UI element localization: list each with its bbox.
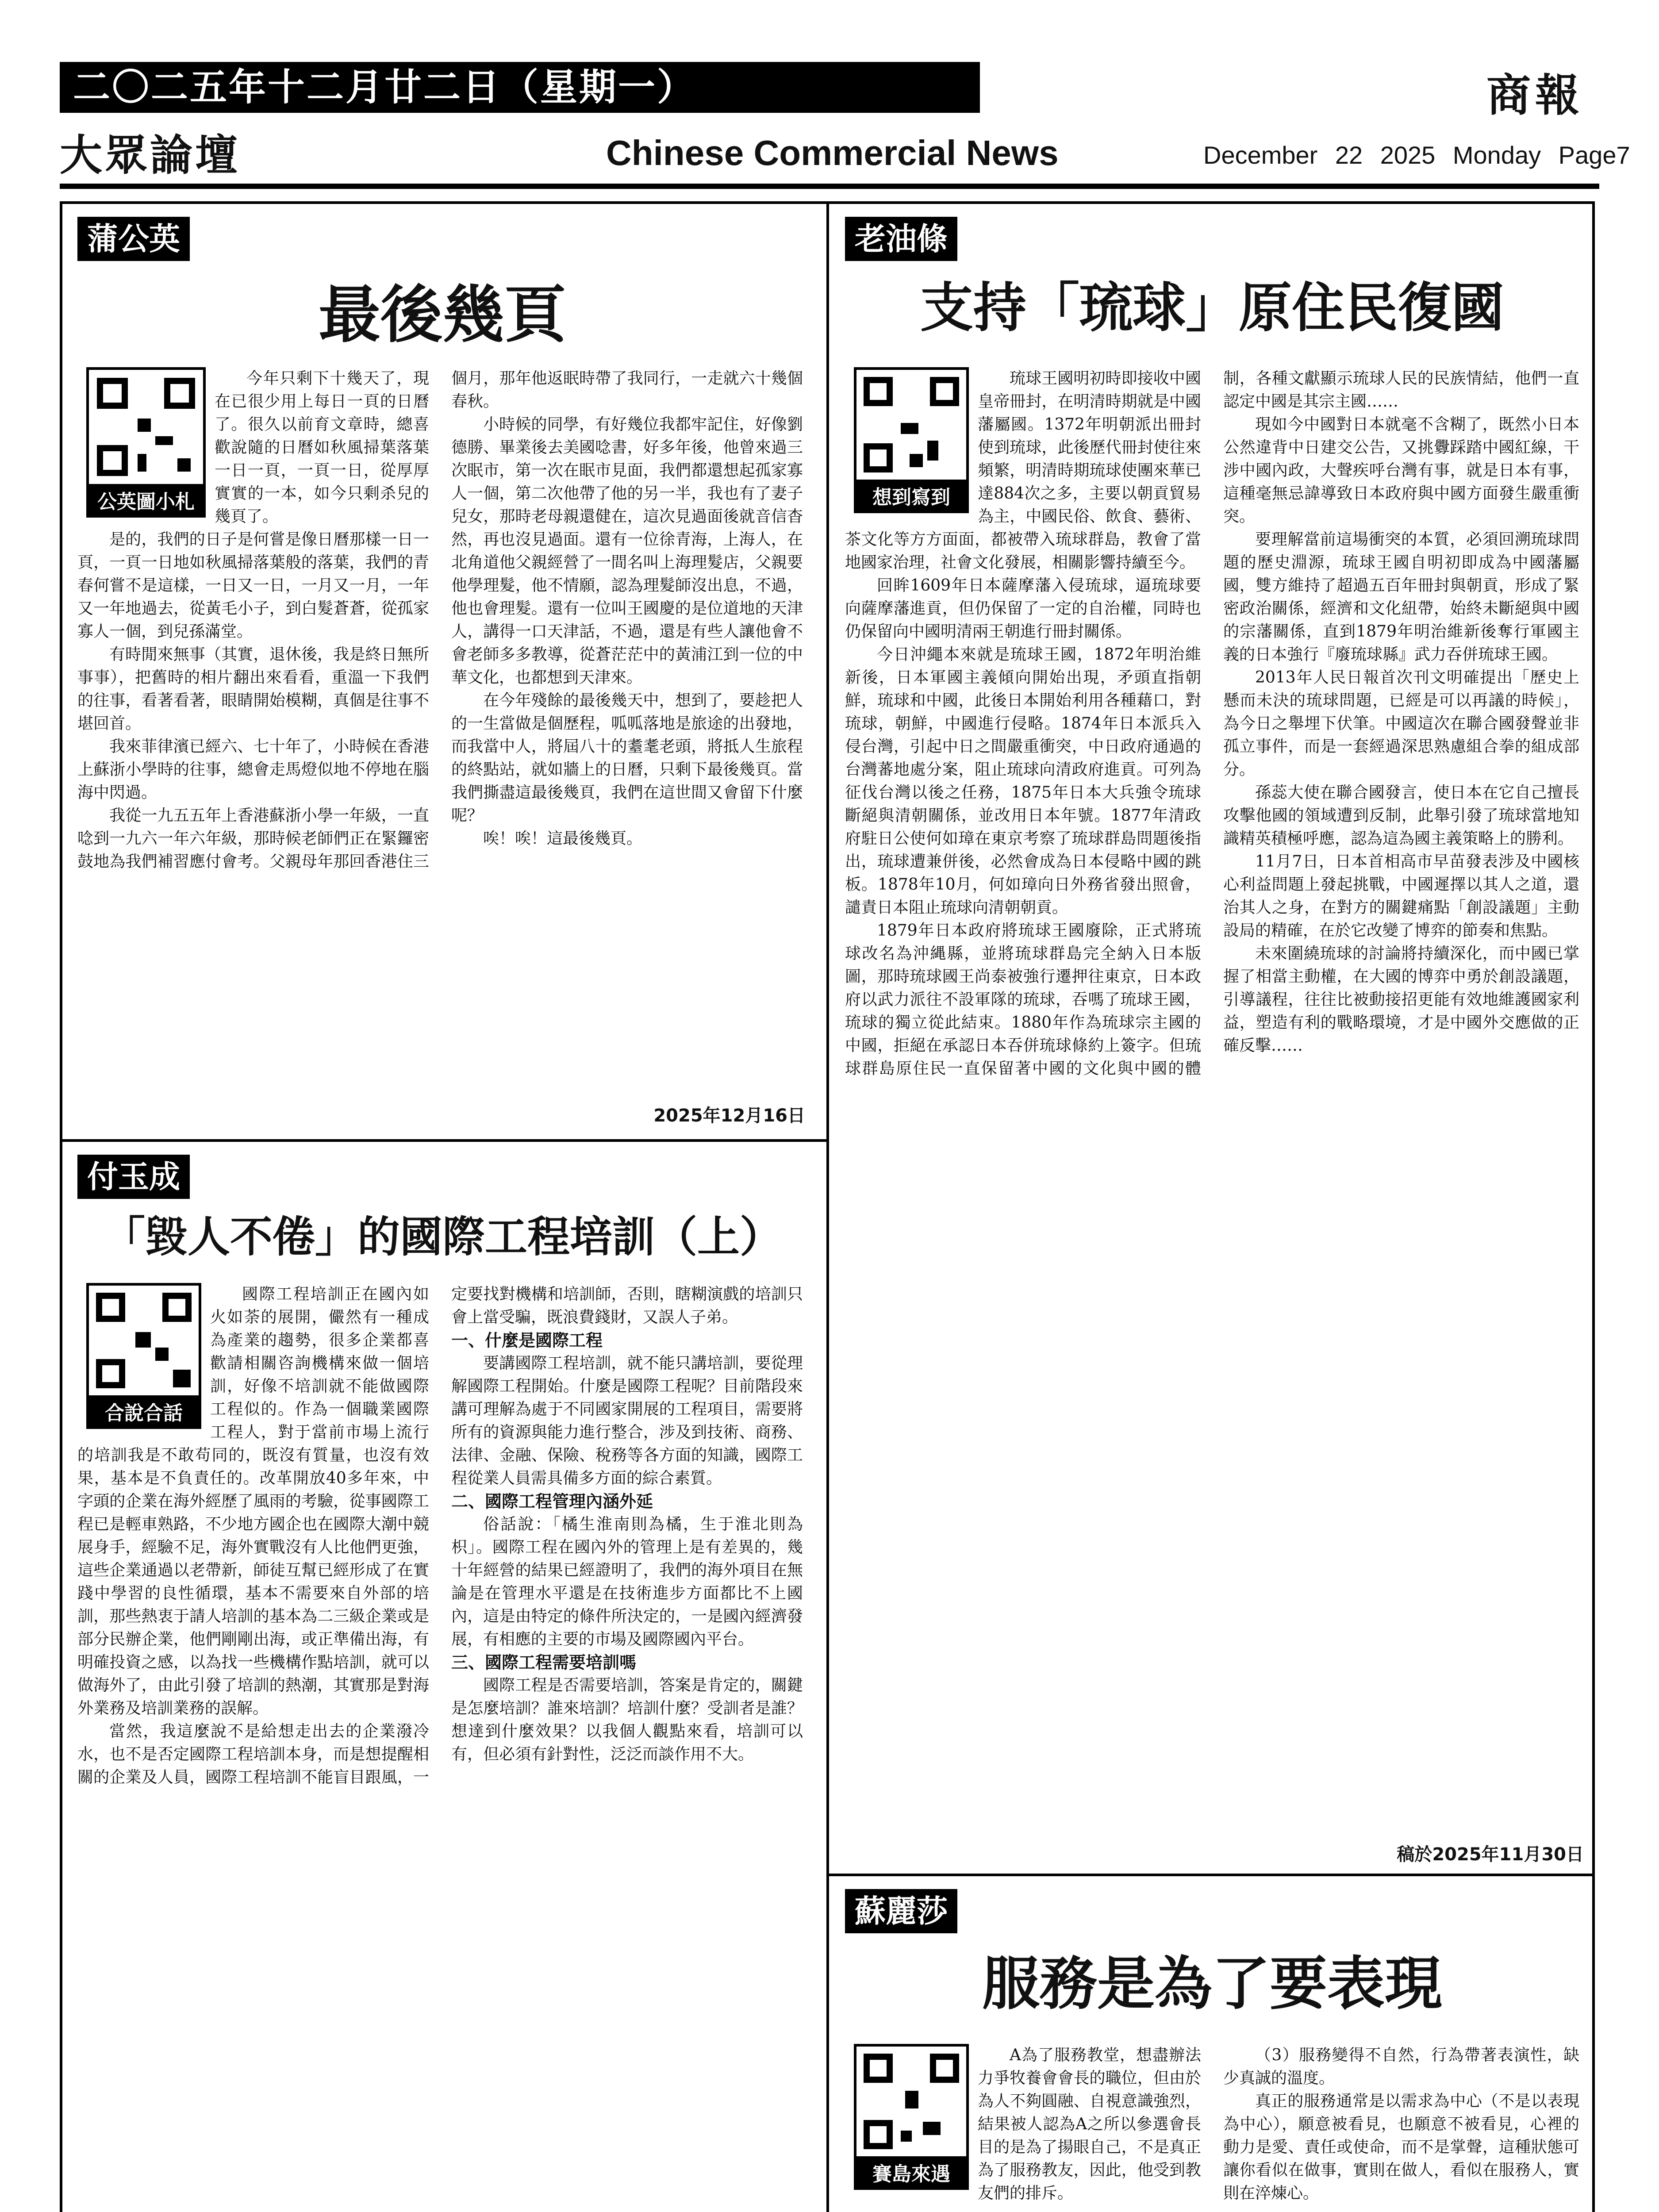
- paragraph: 今日沖繩本來就是琉球王國，1872年明治維新後，日本軍國主義傾向開始出現，矛頭直指朝鮮，琉球和中國，此後日本開始利用各種藉口，對琉球，朝鮮，中國進行侵略。1874年日本派兵入侵台灣，引起中日之間嚴重衝突，中日政府通過的台灣蕃地處分案，阻止琉球向清政府進貢。可列為征伐台灣以後之任務，1875年日本大兵強令琉球斷絕與清朝關係，並改用日本年號。1877年清政府駐日公使何如璋在東京考察了琉球群島問題後指出，琉球遭兼併後，必然會成為日本侵略中國的跳板。1878年10月，何如璋向日外務省發出照會，譴責日本阻止琉球向清朝朝貢。: [845, 645, 1201, 917]
- paragraph: 是的，我們的日子是何嘗是像日曆那樣一日一頁，一頁一日地如秋風掃落葉般的落葉，我們的青春何嘗不是這樣，一日又一日，一月又一月，一年又一年地過去，從黃毛小子，到白髮蒼蒼，從孤家寡人一個，到兒孫滿堂。: [77, 530, 429, 641]
- masthead-rule: [60, 184, 1599, 189]
- left-article-divider: [60, 1139, 828, 1142]
- article-body: [845, 2044, 1579, 2212]
- issue-date: December 22 2025: [1203, 141, 1436, 169]
- qr-float-spacer: [77, 1283, 210, 1438]
- paper-name: 商報: [1486, 69, 1584, 121]
- issue-meta: [1203, 141, 1630, 169]
- qr-float-spacer: [845, 2044, 978, 2199]
- paragraph: 小時候的同學，有好幾位我都牢記住，好像劉德勝、畢業後去美國唸書，好多年後，他曾來過三次眠市，第一次在眠市見面，我們都還想起孤家寡人一個，第二次他帶了他的另一半，我也有了妻子兒女，那時老母親還健在，這次見過面後就音信杳然，再也沒見過面。還有一位徐青海，上海人，在北角道他父親經營了一間名叫上海理髮店，父親要他學理髮，他不情願，認為理髮師沒出息，不過，他也會理髮。還有一位叫王國慶的是位道地的天津人，講得一口天津話，不過，還是有些人讓他會不會老師多多教導，從蒼茫茫中的黃浦江到一位的中華文化，也都想到天津來。: [451, 415, 803, 687]
- article-title: 「毀人不倦」的國際工程培訓（上）: [103, 1212, 782, 1262]
- column-divider: [826, 201, 829, 2212]
- paragraph: 在今年殘餘的最後幾天中，想到了，要趁把人的一生當做是個歷程，呱呱落地是旅途的出發地，而我當中人，將屆八十的耋耄老頭，將抵人生旅程的終點站，就如牆上的日曆，只剩下最後幾頁。當我們撕盡這最後幾頁，我們在這世間又會留下什麼呢？: [451, 691, 803, 825]
- subheading: 三、國際工程需要培訓嗎: [451, 1652, 637, 1672]
- paragraph: 俗話說：「橘生淮南則為橘，生于淮北則為枳」。國際工程在國內外的管理上是有差異的，幾十年經營的結果已經證明了，我們的海外項目在無論是在管理水平還是在技術進步方面都比不上國內，這是由特定的條件所決定的，一是國內經濟發展，有相應的主要的市場及國際國內平台。: [451, 1515, 803, 1648]
- paragraph: 國際工程是否需要培訓，答案是肯定的，關鍵是怎麼培訓？誰來培訓？培訓什麼？受訓者是誰？想達到什麼效果？以我個人觀點來看，培訓可以有，但必須有針對性，泛泛而談作用不大。: [451, 1676, 803, 1763]
- article-date: 稿於2025年11月30日: [1397, 1844, 1584, 1865]
- paragraph: 11月7日，日本首相高市早苗發表涉及中國核心利益問題上發起挑戰，中國遲擇以其人之道，還治其人之身，在對方的關鍵痛點「創設議題」主動設局的精確，在於它改變了博弈的節奏和焦點。: [1223, 853, 1579, 940]
- article-title: 支持「琉球」原住民復國: [920, 277, 1504, 339]
- author-tag: 蘇麗莎: [845, 1889, 957, 1933]
- paragraph: 1879年日本政府將琉球王國廢除，正式將琉球改名為沖縄縣，並將琉球群島完全納入日本版圖，那時琉球國王尚泰被強行遷押往東京，日本政府以武力派往不設軍隊的琉球，吞嗎了琉球王國，琉球的獨立從此結束。1880年作為琉球宗主國的中國，拒絕在承認日本吞併琉球條約上簽字。但琉球群島原住民一直保留著中國的文化與中國的體制，各種文獻顯示琉球人民的民族情結，他們一直認定中國是其宗主國……: [845, 369, 1579, 1078]
- paragraph: 要講國際工程培訓，就不能只講培訓，要從理解國際工程開始。什麼是國際工程呢？目前階段來講可理解為處于不同國家開展的工程項目，需要將所有的資源與能力進行整合，涉及到技術、商務、法律、金融、保險、稅務等各方面的知識，國際工程從業人員需具備多方面的綜合素質。: [451, 1354, 803, 1487]
- paragraph: 當然，我這麼說不是給想走出去的企業潑冷水，也不是否定國際工程培訓本身，而是想提醒相關的企業及人員，國際工程培訓不能盲目跟風，一定要找對機構和培訓師，否則，瞎糊演戲的培訓只會上當受騙，既浪費錢財，又誤人子弟。: [77, 1285, 803, 1786]
- paragraph: 國際工程培訓正在國內如火如荼的展開，儼然有一種成為產業的趨勢，很多企業都喜歡請相關咨詢機構來做一個培訓，好像不培訓就不能做國際工程似的。作為一個職業國際工程人，對于當前市場上流行的培訓我是不敢苟同的，既沒有質量，也沒有效果，基本是不負責任的。改革開放40多年來，中字頭的企業在海外經歷了風雨的考驗，從事國際工程已是輕車熟路，不少地方國企也在國際大潮中競展身手，經驗不足，海外實戰沒有人比他們更強，這些企業通過以老帶新，師徒互幫已經形成了在實踐中學習的良性循環，基本不需要來自外部的培訓，那些熱衷于請人培訓的基本為二三級企業或是部分民辦企業，他們剛剛出海，或正準備出海，有明確投資之感，以為找一些機構作點培訓，就可以做海外了，由此引發了培訓的熱潮，其實那是對海外業務及培訓業務的誤解。: [77, 1285, 429, 1717]
- article-body: [845, 367, 1579, 1832]
- subheading: 一、什麼是國際工程: [451, 1330, 603, 1350]
- article-title: 最後幾頁: [318, 279, 566, 351]
- paragraph: 唉！唉！這最後幾頁。: [483, 830, 643, 848]
- article-date: 2025年12月16日: [653, 1106, 805, 1126]
- subheading: 二、國際工程管理內涵外延: [451, 1491, 653, 1511]
- paragraph: A為了服務教堂，想盡辦法力爭牧養會會長的職位，但由於為人不夠圓融、自視意識強烈，結果被人認為A之所以參選會長目的是為了揚眼自己，不是真正為了服務教友，因此，他受到教友們的排斥。: [978, 2046, 1201, 2202]
- qr-label: 想到寫到: [854, 482, 969, 513]
- section-name: 大眾論壇: [60, 131, 240, 180]
- qr-label: 公英圖小札: [86, 487, 206, 518]
- date-bar: 二〇二五年十二月廿二日（星期一）: [60, 62, 980, 113]
- qr-label: 賽島來遇: [854, 2159, 969, 2190]
- paragraph: （3）服務變得不自然，行為帶著表演性，缺少真誠的溫度。: [1223, 2046, 1579, 2087]
- article-body: [77, 367, 803, 1088]
- paragraph: 真正的服務通常是以需求為中心（不是以表現為中心），願意被看見，也願意不被看見，心裡的動力是愛、責任或使命，而不是掌聲，這種狀態可讓你看似在做事，實則在做人，看似在服務人，實則在淬煉心。: [1223, 2092, 1579, 2202]
- author-tag: 蒲公英: [77, 217, 190, 261]
- paragraph: 有時閒來無事（其實，退休後，我是終日無所事事），把舊時的相片翻出來看看，重溫一下我們的往事，看著看著，眼睛開始模糊，真個是往事不堪回首。: [77, 645, 429, 733]
- issue-weekday: Monday: [1452, 141, 1541, 169]
- paragraph: 今年只剩下十幾天了，現在已很少用上每日一頁的日曆了。很久以前育文章時，總喜歡說隨的日曆如秋風掃葉落葉一日一頁，一頁一日，從厚厚實實的一本，如今只剩杀兒的幾頁了。: [215, 369, 429, 526]
- paragraph: 孫蕊大使在聯合國發言，使日本在它自己擅長攻擊他國的領域遭到反制，此舉引發了琉球當地知識精英積極呼應，認為這為國主義策略上的勝利。: [1223, 783, 1579, 848]
- paragraph: 我來菲律濱已經六、七十年了，小時候在香港上蘇浙小學時的往事，總會走馬燈似地不停地在腦海中閃過。: [77, 737, 429, 802]
- paragraph: 2013年人民日報首次刊文明確提出「歷史上懸而未決的琉球問題，已經是可以再議的時候」，為今日之舉埋下伏筆。中國這次在聯合國發聲並非孤立事件，而是一套經過深思熟慮組合拳的組成部分。: [1223, 668, 1579, 779]
- english-paper-name: Chinese Commercial News: [606, 133, 1059, 173]
- page-number: Page7: [1558, 141, 1630, 169]
- article-title: 服務是為了要表現: [982, 1950, 1442, 2017]
- article-body: [77, 1283, 803, 2212]
- paragraph: 要理解當前這場衝突的本質，必須回溯琉球問題的歷史淵源，琉球王國自明初即成為中國藩屬國，雙方維持了超過五百年冊封與朝貢，形成了緊密政治關係，經濟和文化紐帶，始終未斷絕與中國的宗藩關係，直到1879年明治維新後奪行軍國主義的日本強行『廢琉球縣』武力吞併琉球王國。: [1223, 530, 1579, 664]
- paragraph: 回眸1609年日本薩摩藩入侵琉球，逼琉球要向薩摩藩進貢，但仍保留了一定的自治權，同時也仍保留向中國明清兩王朝進行冊封關係。: [845, 576, 1201, 641]
- paragraph: 現如今中國對日本就毫不含糊了，既然小日本公然違背中日建交公告，又挑釁踩踏中國紅線，干涉中國內政，大聲疾呼台灣有事，就是日本有事，這種毫無忌諱導致日本政府與中國方面發生嚴重衝突。: [1223, 415, 1579, 526]
- author-tag: 老油條: [845, 217, 957, 261]
- qr-float-spacer: [77, 367, 215, 526]
- paragraph: 未來圍繞琉球的討論將持續深化，而中國已掌握了相當主動權，在大國的博弈中勇於創設議題，引導議程，往往比被動接招更能有效地維護國家利益，塑造有利的戰略環境，才是中國外交應做的正確反擊……: [1223, 945, 1579, 1055]
- qr-label: 合說合話: [86, 1398, 201, 1429]
- paragraph: 琉球王國明初時即接收中國皇帝冊封，在明清時期就是中國藩屬國。1372年明朝派出冊封使到琉球，此後歷代冊封使往來頻繁，明清時期琉球使團來華已達884次之多，主要以朝貢貿易為主，中國民俗、飲食、藝術、茶文化等方方面面，都被帶入琉球群島，教會了當地國家治理，社會文化發展，相關影響持續至今。: [845, 369, 1201, 572]
- paragraph: 我從一九五五年上香港蘇浙小學一年級，一直唸到一九六一年六年級，那時候老師們正在緊鑼密鼓地為我們補習應付會考。父親母年那回香港住三個月，那年他返眠時帶了我同行，一走就六十幾個春秋。: [77, 369, 803, 871]
- right-article-divider: [826, 1874, 1595, 1876]
- qr-float-spacer: [845, 367, 978, 522]
- author-tag: 付玉成: [77, 1155, 190, 1199]
